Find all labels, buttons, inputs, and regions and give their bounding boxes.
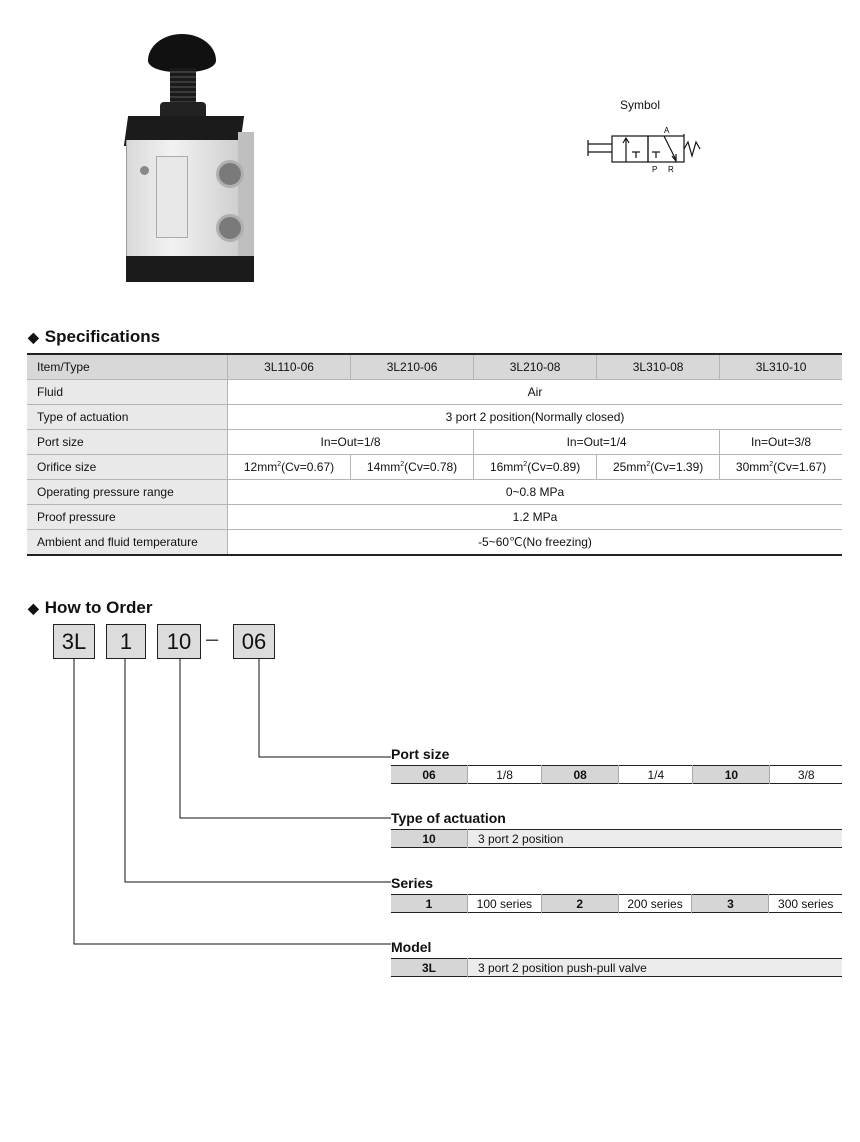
spec-label: Item/Type	[27, 354, 228, 380]
port-code: 10	[693, 766, 770, 784]
type-cell: 3L310-08	[597, 354, 720, 380]
symbol-title: Symbol	[620, 98, 661, 112]
spec-label: Port size	[27, 430, 228, 455]
port-code: 06	[391, 766, 468, 784]
series-value: 100 series	[468, 895, 542, 913]
series-title: Series	[391, 875, 434, 891]
model-value: 3 port 2 position push-pull valve	[468, 959, 843, 977]
code-port-size: 06	[233, 624, 275, 659]
model-code: 3L	[391, 959, 468, 977]
port-size-title: Port size	[391, 746, 450, 762]
spec-value: 1.2 MPa	[228, 505, 843, 530]
port-label-p: P	[652, 165, 658, 174]
spec-label: Orifice size	[27, 455, 228, 480]
spec-value: -5~60℃(No freezing)	[228, 530, 843, 556]
actuation-title: Type of actuation	[391, 810, 506, 826]
orifice-cell: $12mm^2(Cv=0.67)$	[228, 455, 351, 480]
series-value: 200 series	[618, 895, 692, 913]
port-size-table	[391, 765, 842, 784]
spec-value: In=Out=1/8	[228, 430, 474, 455]
port-label-r: R	[668, 165, 674, 174]
orifice-cell: $25mm^2(Cv=1.39)$	[597, 455, 720, 480]
type-cell: 3L110-06	[228, 354, 351, 380]
orifice-cell: $30mm^2(Cv=1.67)$	[720, 455, 842, 480]
spec-value: Air	[228, 380, 843, 405]
model-title: Model	[391, 939, 432, 955]
port-value: 1/8	[468, 766, 542, 784]
spec-label: Fluid	[27, 380, 228, 405]
spec-value: 3 port 2 position(Normally closed)	[228, 405, 843, 430]
table-row	[391, 766, 842, 784]
spec-label: Proof pressure	[27, 505, 228, 530]
code-series: 1	[106, 624, 146, 659]
port-code: 08	[542, 766, 619, 784]
orifice-cell: $14mm^2(Cv=0.78)$	[351, 455, 474, 480]
port-value: 3/8	[770, 766, 842, 784]
code-dash: –	[206, 626, 219, 651]
type-cell: 3L210-06	[351, 354, 474, 380]
diamond-bullet-icon: ◆	[28, 328, 39, 345]
type-cell: 3L210-08	[474, 354, 597, 380]
spec-value: In=Out=3/8	[720, 430, 842, 455]
type-cell: 3L310-10	[720, 354, 842, 380]
actuation-value: 3 port 2 position	[468, 830, 843, 848]
model-table	[391, 958, 842, 977]
port-value: 1/4	[619, 766, 693, 784]
actuation-code: 10	[391, 830, 468, 848]
series-value: 300 series	[769, 895, 842, 913]
spec-label: Ambient and fluid temperature	[27, 530, 228, 556]
port-label-a: A	[664, 126, 670, 135]
table-row	[391, 895, 842, 913]
orifice-cell: $16mm^2(Cv=0.89)$	[474, 455, 597, 480]
code-actuation: 10	[157, 624, 201, 659]
series-code: 1	[391, 895, 468, 913]
series-table	[391, 894, 842, 913]
table-row	[391, 959, 842, 977]
table-row	[391, 830, 842, 848]
spec-value: In=Out=1/4	[474, 430, 720, 455]
spec-label: Type of actuation	[27, 405, 228, 430]
series-code: 3	[692, 895, 769, 913]
series-code: 2	[541, 895, 618, 913]
code-model: 3L	[53, 624, 95, 659]
how-to-order-heading-text: How to Order	[44, 598, 153, 617]
diamond-bullet-icon: ◆	[28, 599, 39, 616]
actuation-table	[391, 829, 842, 848]
spec-value: 0~0.8 MPa	[228, 480, 843, 505]
spec-label: Operating pressure range	[27, 480, 228, 505]
specifications-heading-text: Specifications	[44, 327, 161, 346]
